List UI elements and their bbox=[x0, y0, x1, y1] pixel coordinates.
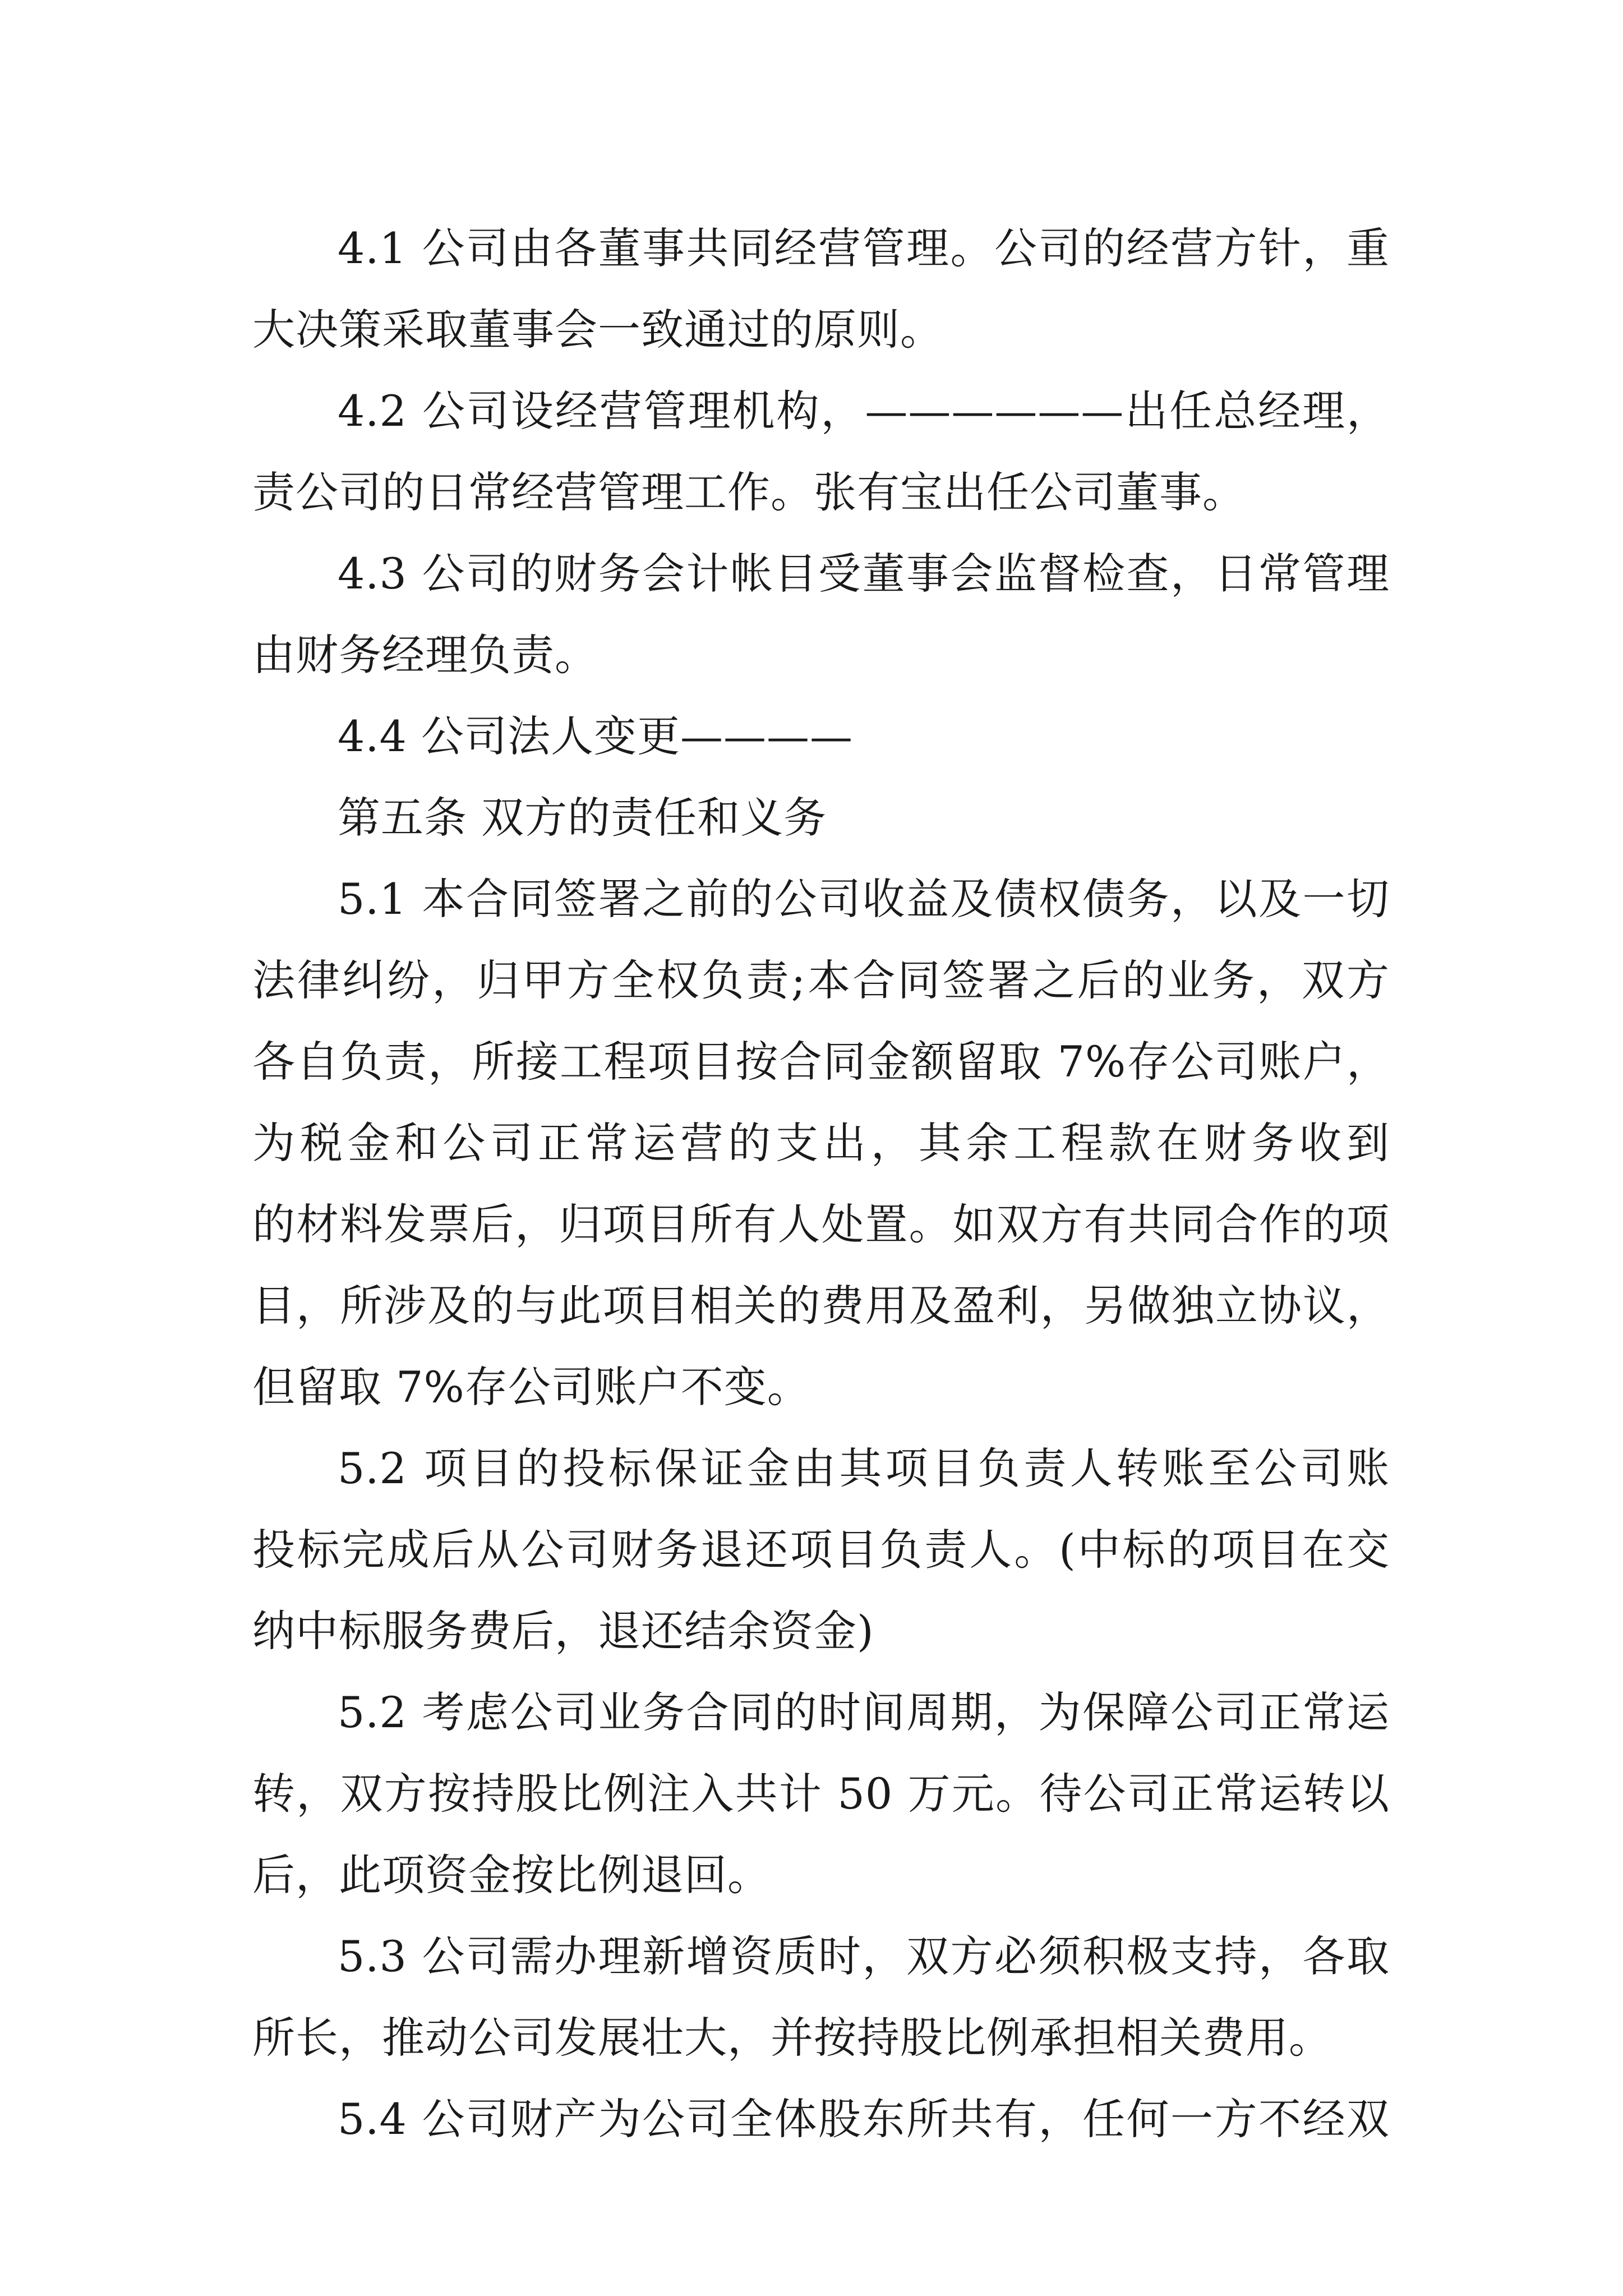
text-line: 5.3 公司需办理新增资质时，双方必须积极支持，各取 bbox=[338, 1931, 1390, 1981]
text-line: 责公司的日常经营管理工作。张有宝出任公司董事。 bbox=[252, 467, 1246, 517]
text-line: 但留取 7%存公司账户不变。 bbox=[252, 1362, 810, 1412]
text-line: 5.2 项目的投标保证金由其项目负责人转账至公司账 bbox=[338, 1443, 1390, 1493]
text-line: 的材料发票后，归项目所有人处置。如双方有共同合作的项 bbox=[252, 1199, 1390, 1249]
text-line: 纳中标服务费后，退还结余资金) bbox=[252, 1606, 874, 1656]
text-line: 由财务经理负责。 bbox=[252, 630, 598, 680]
document-body bbox=[252, 208, 1390, 2160]
text-line: 5.2 考虑公司业务合同的时间周期，为保障公司正常运 bbox=[338, 1687, 1390, 1737]
text-line: 4.4 公司法人变更———— bbox=[338, 711, 854, 761]
text-line: 为税金和公司正常运营的支出，其余工程款在财务收到 bbox=[252, 1118, 1390, 1168]
text-line: 第五条 双方的责任和义务 bbox=[338, 793, 827, 843]
text-line: 投标完成后从公司财务退还项目负责人。(中标的项目在交 bbox=[252, 1525, 1390, 1575]
text-line: 4.3 公司的财务会计帐目受董事会监督检查，日常管理 bbox=[338, 549, 1390, 599]
text-line: 所长，推动公司发展壮大，并按持股比例承担相关费用。 bbox=[252, 2013, 1332, 2063]
text-line: 转，双方按持股比例注入共计 50 万元。待公司正常运转以 bbox=[252, 1769, 1390, 1819]
text-line: 后，此项资金按比例退回。 bbox=[252, 1850, 771, 1900]
text-line: 法律纠纷，归甲方全权负责;本合同签署之后的业务，双方 bbox=[252, 955, 1390, 1005]
text-line: 4.1 公司由各董事共同经营管理。公司的经营方针，重 bbox=[338, 223, 1390, 273]
text-line: 各自负责，所接工程项目按合同金额留取 7%存公司账户， bbox=[252, 1037, 1390, 1087]
text-line: 5.4 公司财产为公司全体股东所共有，任何一方不经双 bbox=[338, 2094, 1390, 2144]
text-line: 大决策采取董事会一致通过的原则。 bbox=[252, 305, 943, 355]
text-line: 4.2 公司设经营管理机构，——————出任总经理， bbox=[338, 386, 1390, 436]
text-line: 5.1 本合同签署之前的公司收益及债权债务，以及一切 bbox=[338, 874, 1390, 924]
text-line: 目，所涉及的与此项目相关的费用及盈利，另做独立协议， bbox=[252, 1281, 1390, 1331]
